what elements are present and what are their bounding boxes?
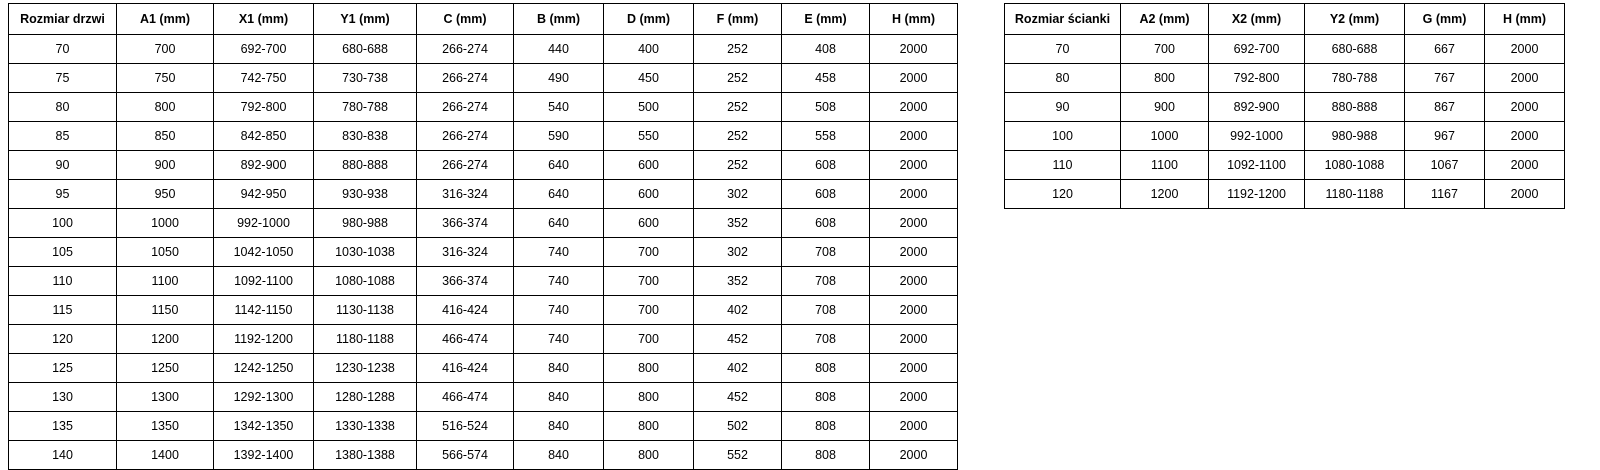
table-cell: 316-324 — [417, 238, 514, 267]
table-cell: 252 — [694, 122, 782, 151]
table-cell: 608 — [782, 151, 870, 180]
table-cell: 692-700 — [214, 35, 314, 64]
table-cell: 2000 — [870, 354, 958, 383]
column-header: E (mm) — [782, 4, 870, 35]
table-cell: 1180-1188 — [1305, 180, 1405, 209]
table-cell: 1050 — [117, 238, 214, 267]
table-cell: 640 — [514, 180, 604, 209]
table-cell: 2000 — [870, 238, 958, 267]
table-cell: 105 — [9, 238, 117, 267]
table-cell: 1100 — [1121, 151, 1209, 180]
table-cell: 942-950 — [214, 180, 314, 209]
table-cell: 366-374 — [417, 267, 514, 296]
table-cell: 2000 — [870, 151, 958, 180]
table-cell: 600 — [604, 209, 694, 238]
column-header: Y2 (mm) — [1305, 4, 1405, 35]
table-cell: 266-274 — [417, 64, 514, 93]
table-cell: 1142-1150 — [214, 296, 314, 325]
table-cell: 266-274 — [417, 151, 514, 180]
table-cell: 450 — [604, 64, 694, 93]
table-cell: 808 — [782, 441, 870, 470]
table-cell: 780-788 — [1305, 64, 1405, 93]
table-cell: 490 — [514, 64, 604, 93]
table-cell: 730-738 — [314, 64, 417, 93]
table-cell: 892-900 — [214, 151, 314, 180]
table-row — [1005, 151, 1565, 180]
table-cell: 1392-1400 — [214, 441, 314, 470]
table-cell: 808 — [782, 354, 870, 383]
table-cell: 452 — [694, 325, 782, 354]
table-cell: 980-988 — [314, 209, 417, 238]
table-cell: 1150 — [117, 296, 214, 325]
table-cell: 416-424 — [417, 296, 514, 325]
table-cell: 2000 — [870, 441, 958, 470]
table-cell: 708 — [782, 238, 870, 267]
table-cell: 1250 — [117, 354, 214, 383]
table-row — [1005, 180, 1565, 209]
table-cell: 500 — [604, 93, 694, 122]
table-cell: 1380-1388 — [314, 441, 417, 470]
table-cell: 452 — [694, 383, 782, 412]
column-header: C (mm) — [417, 4, 514, 35]
table-row — [9, 93, 958, 122]
table-cell: 950 — [117, 180, 214, 209]
table-cell: 252 — [694, 151, 782, 180]
table-cell: 1092-1100 — [1209, 151, 1305, 180]
table-cell: 1192-1200 — [214, 325, 314, 354]
table-cell: 980-988 — [1305, 122, 1405, 151]
table-row — [9, 122, 958, 151]
table-cell: 800 — [604, 383, 694, 412]
table-cell: 800 — [604, 412, 694, 441]
column-header: H (mm) — [870, 4, 958, 35]
table-row — [9, 35, 958, 64]
wall-panel-size-table — [1004, 3, 1565, 209]
table-cell: 2000 — [870, 180, 958, 209]
table-header-row — [9, 4, 958, 35]
table-cell: 266-274 — [417, 35, 514, 64]
table-cell: 808 — [782, 412, 870, 441]
table-cell: 2000 — [1485, 151, 1565, 180]
table-row — [9, 238, 958, 267]
table-cell: 750 — [117, 64, 214, 93]
table-cell: 1350 — [117, 412, 214, 441]
table-row — [1005, 35, 1565, 64]
table-cell: 140 — [9, 441, 117, 470]
table-cell: 2000 — [870, 325, 958, 354]
column-header: Rozmiar ścianki — [1005, 4, 1121, 35]
table-cell: 1180-1188 — [314, 325, 417, 354]
table-row — [9, 383, 958, 412]
table-cell: 930-938 — [314, 180, 417, 209]
table-cell: 1092-1100 — [214, 267, 314, 296]
column-header: H (mm) — [1485, 4, 1565, 35]
table-cell: 1042-1050 — [214, 238, 314, 267]
table-cell: 667 — [1405, 35, 1485, 64]
table-cell: 700 — [1121, 35, 1209, 64]
table-cell: 800 — [1121, 64, 1209, 93]
column-header: Rozmiar drzwi — [9, 4, 117, 35]
table-cell: 558 — [782, 122, 870, 151]
table-cell: 1230-1238 — [314, 354, 417, 383]
table-row — [9, 296, 958, 325]
table-cell: 2000 — [1485, 93, 1565, 122]
table-cell: 708 — [782, 267, 870, 296]
table-row — [9, 267, 958, 296]
table-cell: 840 — [514, 354, 604, 383]
table-cell: 416-424 — [417, 354, 514, 383]
table-cell: 2000 — [1485, 180, 1565, 209]
table-cell: 125 — [9, 354, 117, 383]
table-cell: 880-888 — [1305, 93, 1405, 122]
table-cell: 2000 — [870, 383, 958, 412]
column-header: F (mm) — [694, 4, 782, 35]
table-cell: 880-888 — [314, 151, 417, 180]
column-header: G (mm) — [1405, 4, 1485, 35]
table-cell: 840 — [514, 441, 604, 470]
table-cell: 2000 — [1485, 35, 1565, 64]
table-cell: 1330-1338 — [314, 412, 417, 441]
table-cell: 2000 — [870, 412, 958, 441]
table-row — [1005, 93, 1565, 122]
table-cell: 366-374 — [417, 209, 514, 238]
table-row — [1005, 64, 1565, 93]
table-cell: 600 — [604, 151, 694, 180]
table-cell: 402 — [694, 354, 782, 383]
table-cell: 840 — [514, 383, 604, 412]
table-cell: 70 — [9, 35, 117, 64]
table-cell: 1000 — [1121, 122, 1209, 151]
table-cell: 400 — [604, 35, 694, 64]
table-cell: 75 — [9, 64, 117, 93]
table-cell: 2000 — [870, 93, 958, 122]
table-cell: 800 — [604, 354, 694, 383]
table-cell: 408 — [782, 35, 870, 64]
table-row — [9, 412, 958, 441]
table-cell: 266-274 — [417, 122, 514, 151]
table-cell: 552 — [694, 441, 782, 470]
table-cell: 90 — [9, 151, 117, 180]
table-cell: 2000 — [870, 209, 958, 238]
table-cell: 70 — [1005, 35, 1121, 64]
table-cell: 600 — [604, 180, 694, 209]
door-size-table — [8, 3, 958, 470]
table-cell: 110 — [9, 267, 117, 296]
table-cell: 692-700 — [1209, 35, 1305, 64]
table-cell: 2000 — [1485, 64, 1565, 93]
table-cell: 740 — [514, 238, 604, 267]
table-cell: 550 — [604, 122, 694, 151]
table-cell: 740 — [514, 325, 604, 354]
table-cell: 830-838 — [314, 122, 417, 151]
table-cell: 742-750 — [214, 64, 314, 93]
table-cell: 967 — [1405, 122, 1485, 151]
column-header: D (mm) — [604, 4, 694, 35]
table-cell: 840 — [514, 412, 604, 441]
table-cell: 608 — [782, 209, 870, 238]
table-cell: 767 — [1405, 64, 1485, 93]
table-cell: 458 — [782, 64, 870, 93]
table-cell: 808 — [782, 383, 870, 412]
table-cell: 800 — [117, 93, 214, 122]
table-cell: 352 — [694, 209, 782, 238]
table-cell: 2000 — [870, 64, 958, 93]
table-cell: 1200 — [117, 325, 214, 354]
table-header-row — [1005, 4, 1565, 35]
table-cell: 1292-1300 — [214, 383, 314, 412]
table-cell: 85 — [9, 122, 117, 151]
table-cell: 1242-1250 — [214, 354, 314, 383]
table-cell: 252 — [694, 64, 782, 93]
table-row — [9, 180, 958, 209]
table-cell: 1080-1088 — [314, 267, 417, 296]
table-cell: 842-850 — [214, 122, 314, 151]
table-cell: 266-274 — [417, 93, 514, 122]
table-row — [1005, 122, 1565, 151]
table-cell: 466-474 — [417, 383, 514, 412]
table-cell: 516-524 — [417, 412, 514, 441]
table-cell: 80 — [9, 93, 117, 122]
table-cell: 708 — [782, 296, 870, 325]
table-cell: 892-900 — [1209, 93, 1305, 122]
table-cell: 440 — [514, 35, 604, 64]
table-cell: 1080-1088 — [1305, 151, 1405, 180]
column-header: Y1 (mm) — [314, 4, 417, 35]
table-cell: 740 — [514, 267, 604, 296]
table-cell: 130 — [9, 383, 117, 412]
table-cell: 90 — [1005, 93, 1121, 122]
table-cell: 302 — [694, 180, 782, 209]
table-cell: 680-688 — [314, 35, 417, 64]
table-cell: 1130-1138 — [314, 296, 417, 325]
column-header: A1 (mm) — [117, 4, 214, 35]
table-cell: 352 — [694, 267, 782, 296]
table-cell: 680-688 — [1305, 35, 1405, 64]
table-cell: 120 — [9, 325, 117, 354]
table-cell: 1400 — [117, 441, 214, 470]
table-cell: 900 — [117, 151, 214, 180]
table-cell: 640 — [514, 151, 604, 180]
table-cell: 700 — [604, 325, 694, 354]
table-cell: 700 — [604, 296, 694, 325]
table-cell: 900 — [1121, 93, 1209, 122]
table-cell: 1280-1288 — [314, 383, 417, 412]
table-cell: 2000 — [870, 35, 958, 64]
table-cell: 120 — [1005, 180, 1121, 209]
table-cell: 1000 — [117, 209, 214, 238]
table-cell: 700 — [604, 238, 694, 267]
column-header: B (mm) — [514, 4, 604, 35]
table-row — [9, 354, 958, 383]
table-row — [9, 441, 958, 470]
table-cell: 1100 — [117, 267, 214, 296]
table-cell: 2000 — [1485, 122, 1565, 151]
table-row — [9, 151, 958, 180]
table-cell: 1067 — [1405, 151, 1485, 180]
table-cell: 850 — [117, 122, 214, 151]
table-cell: 992-1000 — [1209, 122, 1305, 151]
table-cell: 1192-1200 — [1209, 180, 1305, 209]
table-row — [9, 64, 958, 93]
table-cell: 590 — [514, 122, 604, 151]
table-cell: 115 — [9, 296, 117, 325]
table-cell: 1167 — [1405, 180, 1485, 209]
table-cell: 508 — [782, 93, 870, 122]
table-cell: 1200 — [1121, 180, 1209, 209]
table-cell: 2000 — [870, 267, 958, 296]
table-cell: 402 — [694, 296, 782, 325]
table-cell: 800 — [604, 441, 694, 470]
table-cell: 792-800 — [1209, 64, 1305, 93]
table-cell: 1030-1038 — [314, 238, 417, 267]
table-row — [9, 209, 958, 238]
table-cell: 502 — [694, 412, 782, 441]
table-cell: 110 — [1005, 151, 1121, 180]
table-cell: 992-1000 — [214, 209, 314, 238]
table-cell: 540 — [514, 93, 604, 122]
table-cell: 1300 — [117, 383, 214, 412]
table-cell: 100 — [9, 209, 117, 238]
table-cell: 80 — [1005, 64, 1121, 93]
table-cell: 700 — [604, 267, 694, 296]
table-cell: 2000 — [870, 122, 958, 151]
column-header: X2 (mm) — [1209, 4, 1305, 35]
table-cell: 252 — [694, 35, 782, 64]
table-cell: 780-788 — [314, 93, 417, 122]
table-cell: 700 — [117, 35, 214, 64]
table-cell: 2000 — [870, 296, 958, 325]
table-cell: 95 — [9, 180, 117, 209]
table-cell: 867 — [1405, 93, 1485, 122]
table-cell: 302 — [694, 238, 782, 267]
column-header: X1 (mm) — [214, 4, 314, 35]
table-cell: 640 — [514, 209, 604, 238]
table-cell: 252 — [694, 93, 782, 122]
table-cell: 740 — [514, 296, 604, 325]
table-cell: 316-324 — [417, 180, 514, 209]
table-cell: 708 — [782, 325, 870, 354]
table-cell: 566-574 — [417, 441, 514, 470]
table-row — [9, 325, 958, 354]
table-cell: 466-474 — [417, 325, 514, 354]
table-cell: 1342-1350 — [214, 412, 314, 441]
table-cell: 135 — [9, 412, 117, 441]
table-cell: 792-800 — [214, 93, 314, 122]
table-cell: 608 — [782, 180, 870, 209]
column-header: A2 (mm) — [1121, 4, 1209, 35]
table-cell: 100 — [1005, 122, 1121, 151]
